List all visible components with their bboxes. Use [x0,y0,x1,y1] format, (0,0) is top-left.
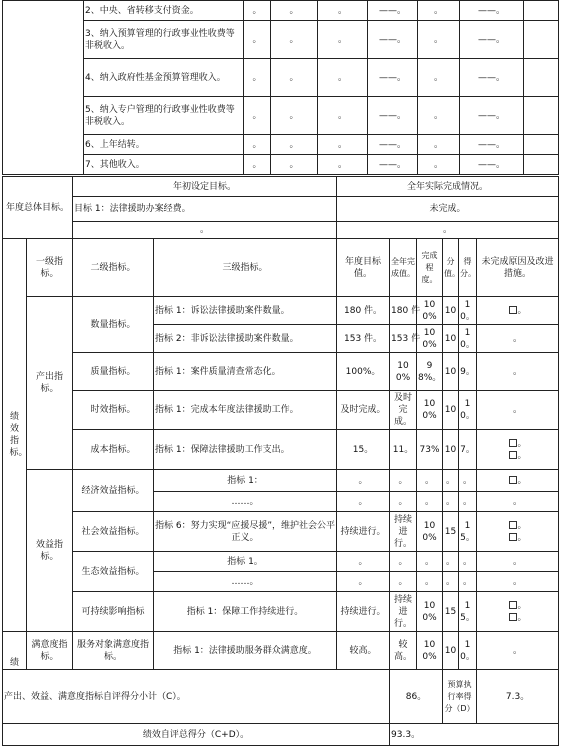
fund-cell: 。 [244,155,271,175]
fund-cell [524,135,559,155]
weight-value: 10 [443,325,459,353]
indicator-row [3,297,559,325]
fund-row [3,1,559,21]
fund-cell: 。 [318,21,368,59]
fund-row [3,97,559,135]
fund-cell: ——。 [368,97,418,135]
target-value: 及时完成。 [337,391,390,430]
fund-cell: ——。 [460,155,524,175]
score-value: 7。 [459,430,477,470]
completion-rate: 。 [417,552,443,572]
performance-indicator-label [3,239,27,632]
target-value: 。 [337,572,390,592]
fund-label: 2、中央、省转移支付资金。 [84,1,244,21]
weight-value: 10 [443,391,459,430]
checkbox-icon[interactable] [509,613,517,621]
economic-indicator: 经济效益指标。 [73,470,154,512]
completion-rate: 100% [417,325,443,353]
level3-indicator: 指标 1：法律援助服务群众满意度。 [154,632,337,670]
fund-cell: 。 [418,59,460,97]
fund-cell: 。 [318,97,368,135]
fund-cell: 。 [271,97,318,135]
reason-cell [477,592,559,632]
actual-value: 持续进行。 [390,592,417,632]
completion-rate: 100% [417,592,443,632]
fund-cell [524,97,559,135]
ecological-indicator: 生态效益指标。 [73,552,154,592]
header-level1: 一级指标。 [27,239,73,297]
level3-indicator: ……。 [154,572,337,592]
actual-value: 180 件 [390,297,417,325]
fund-cell: 。 [244,97,271,135]
fund-cell: ——。 [368,135,418,155]
header-rate: 完成程度。 [417,239,443,297]
dot-text: 。 [517,475,527,486]
level3-indicator: ……。 [154,492,337,512]
service-satisfaction-indicator: 服务对象满意度指标。 [73,632,154,670]
level3-indicator: 指标 1：保障法律援助工作支出。 [154,430,337,470]
completion-rate: 100% [417,391,443,430]
reason-cell [477,430,559,470]
fund-cell: 。 [418,135,460,155]
goal-empty-cell: 。 [337,222,559,239]
weight-value: 15 [443,592,459,632]
subtotal-label: 产出、效益、满意度指标自评得分小计（C）。 [3,670,390,724]
score-value: 。 [459,492,477,512]
fund-label: 6、上年结转。 [84,135,244,155]
level3-indicator: 指标 2：非诉讼法律援助案件数量。 [154,325,337,353]
output-indicator-label: 产出指标。 [27,297,73,470]
reason-cell: 。 [477,632,559,670]
fund-label: 7、其他收入。 [84,155,244,175]
indicator-row [3,391,559,430]
goal-value-row [3,197,559,222]
subtotal-row [3,670,559,724]
target-value: 持续进行。 [337,512,390,552]
bottom-label: 绩 [3,632,27,670]
target-value: 。 [337,552,390,572]
level3-indicator: 指标 1。 [154,552,337,572]
fund-cell: ——。 [368,1,418,21]
level3-indicator: 指标 1：案件质量清查常态化。 [154,353,337,391]
actual-value: 较高。 [390,632,417,670]
checkbox-icon[interactable] [509,521,517,529]
indicator-row [3,512,559,552]
dot-text: 。 [517,532,527,543]
fund-cell [524,21,559,59]
header-weight: 分值。 [443,239,459,297]
fund-cell: ——。 [368,59,418,97]
completion-rate: 100% [417,297,443,325]
target-value: 。 [337,470,390,492]
actual-goal-value: 未完成。 [337,197,559,222]
fund-label: 4、纳入政府性基金预算管理收入。 [84,59,244,97]
fund-cell: 。 [418,1,460,21]
fund-row [3,21,559,59]
completion-rate: 73% [417,430,443,470]
total-value: 93.3。 [390,724,559,746]
fund-row [3,135,559,155]
target-value: 180 件。 [337,297,390,325]
actual-value: 11。 [390,430,417,470]
dot-text: 。 [517,612,527,623]
dot-text: 。 [517,438,527,449]
fund-row [3,155,559,175]
checkbox-icon[interactable] [509,533,517,541]
checkbox-icon[interactable] [509,451,517,459]
indicator-row [3,430,559,470]
fund-cell: ——。 [368,21,418,59]
weight-value: 15 [443,512,459,552]
header-reason: 未完成原因及改进措施。 [477,239,559,297]
header-level3: 三级指标。 [154,239,337,297]
satisfaction-indicator-label: 满意度指标。 [27,632,73,670]
target-value: 持续进行。 [337,592,390,632]
fund-cell: 。 [244,21,271,59]
fund-cell: 。 [418,155,460,175]
weight-value: 。 [443,552,459,572]
fund-cell: ——。 [460,21,524,59]
weight-value: 10 [443,297,459,325]
checkbox-icon[interactable] [509,601,517,609]
score-value: 10。 [459,297,477,325]
target-value: 153 件。 [337,325,390,353]
actual-value: 及时完成。 [390,391,417,430]
level3-indicator: 指标 1：诉讼法律援助案件数量。 [154,297,337,325]
actual-value: 153 件 [390,325,417,353]
actual-value: 。 [390,470,417,492]
fund-cell: 。 [244,59,271,97]
fund-cell: ——。 [460,135,524,155]
score-value: 10。 [459,325,477,353]
fund-cell: 。 [418,21,460,59]
actual-value: 。 [390,572,417,592]
completion-rate: 。 [417,470,443,492]
budget-exec-value: 7.3。 [477,670,559,724]
fund-cell: 。 [271,155,318,175]
fund-cell: 。 [271,1,318,21]
fund-cell: ——。 [368,155,418,175]
score-value: 。 [459,552,477,572]
fund-cell: ——。 [460,59,524,97]
score-value: 10。 [459,391,477,430]
score-value: 15。 [459,592,477,632]
indicator-row [3,632,559,670]
dot-text: 。 [517,450,527,461]
score-value: 。 [459,470,477,492]
fund-cell [524,59,559,97]
social-indicator: 社会效益指标。 [73,512,154,552]
quantity-indicator: 数量指标。 [73,297,154,353]
actual-goal-header: 全年实际完成情况。 [337,177,559,197]
header-actual: 全年完成值。 [390,239,417,297]
goal-empty-cell: 。 [73,222,337,239]
reason-cell: 。 [477,552,559,572]
reason-cell: 。 [477,353,559,391]
annual-goal-label: 年度总体目标。 [3,177,73,239]
dot-text: 。 [517,520,527,531]
actual-value: 持续进行。 [390,512,417,552]
checkbox-icon[interactable] [509,439,517,447]
completion-rate: 98%。 [417,353,443,391]
indicator-row [3,353,559,391]
target-value: 。 [337,492,390,512]
reason-cell: 。 [477,391,559,430]
fund-cell [524,155,559,175]
performance-table [2,176,559,746]
reason-cell [477,297,559,325]
indicator-header-row [3,239,559,297]
budget-exec-label: 预算执行率得分（D） [443,670,477,724]
quality-indicator: 质量指标。 [73,353,154,391]
total-label: 绩效自评总得分（C+D）。 [3,724,390,746]
actual-value: 。 [390,552,417,572]
score-value: 。 [459,572,477,592]
weight-value: 10 [443,632,459,670]
subtotal-value: 86。 [390,670,443,724]
fund-label: 5、纳入专户管理的行政事业性收费等非税收入。 [84,97,244,135]
goal-header-row [3,177,559,197]
weight-value: 10 [443,353,459,391]
indicator-row [3,552,559,572]
fund-cell: 。 [318,155,368,175]
set-goal-header: 年初设定目标。 [73,177,337,197]
funds-table [2,0,559,175]
score-value: 10。 [459,632,477,670]
fund-cell: ——。 [460,97,524,135]
fund-cell: 。 [244,135,271,155]
section-label-text: 绩效指标。 [9,412,28,458]
set-goal-value: 目标 1：法律援助办案经费。 [73,197,337,222]
completion-rate: 100% [417,632,443,670]
weight-value: 。 [443,492,459,512]
checkbox-icon[interactable] [509,306,517,314]
fund-cell [524,1,559,21]
indicator-row [3,592,559,632]
level3-indicator: 指标 6：努力实现“应援尽援”，维护社会公平正义。 [154,512,337,552]
reason-cell [477,470,559,492]
sustainability-indicator: 可持续影响指标 [73,592,154,632]
reason-cell [477,512,559,552]
completion-rate: 100% [417,512,443,552]
actual-value: 100% [390,353,417,391]
weight-value: 10 [443,430,459,470]
actual-value: 。 [390,492,417,512]
target-value: 较高。 [337,632,390,670]
fund-cell: 。 [271,21,318,59]
dot-text: 。 [517,600,527,611]
score-value: 9。 [459,353,477,391]
fund-cell: 。 [271,135,318,155]
checkbox-icon[interactable] [509,476,517,484]
level3-indicator: 指标 1： [154,470,337,492]
fund-cell: 。 [271,59,318,97]
timeliness-indicator: 时效指标。 [73,391,154,430]
fund-cell: 。 [318,135,368,155]
fund-label: 3、纳入预算管理的行政事业性收费等非税收入。 [84,21,244,59]
funds-left-blank [3,1,84,175]
fund-cell: 。 [418,97,460,135]
reason-cell: 。 [477,572,559,592]
target-value: 15。 [337,430,390,470]
reason-cell: 。 [477,492,559,512]
level3-indicator: 指标 1：完成本年度法律援助工作。 [154,391,337,430]
fund-row [3,59,559,97]
header-target: 年度目标值。 [337,239,390,297]
reason-cell: 。 [477,325,559,353]
indicator-row [3,470,559,492]
score-value: 15。 [459,512,477,552]
benefit-indicator-label: 效益指标。 [27,470,73,632]
goal-empty-row [3,222,559,239]
target-value: 100%。 [337,353,390,391]
fund-cell: 。 [318,59,368,97]
level3-indicator: 指标 1：保障工作持续进行。 [154,592,337,632]
total-row [3,724,559,746]
weight-value: 。 [443,470,459,492]
dot-text: 。 [517,305,527,316]
fund-cell: ——。 [460,1,524,21]
completion-rate: 。 [417,492,443,512]
header-score: 得分。 [459,239,477,297]
fund-cell: 。 [318,1,368,21]
header-level2: 二级指标。 [73,239,154,297]
completion-rate: 。 [417,572,443,592]
weight-value: 。 [443,572,459,592]
fund-cell: 。 [244,1,271,21]
cost-indicator: 成本指标。 [73,430,154,470]
